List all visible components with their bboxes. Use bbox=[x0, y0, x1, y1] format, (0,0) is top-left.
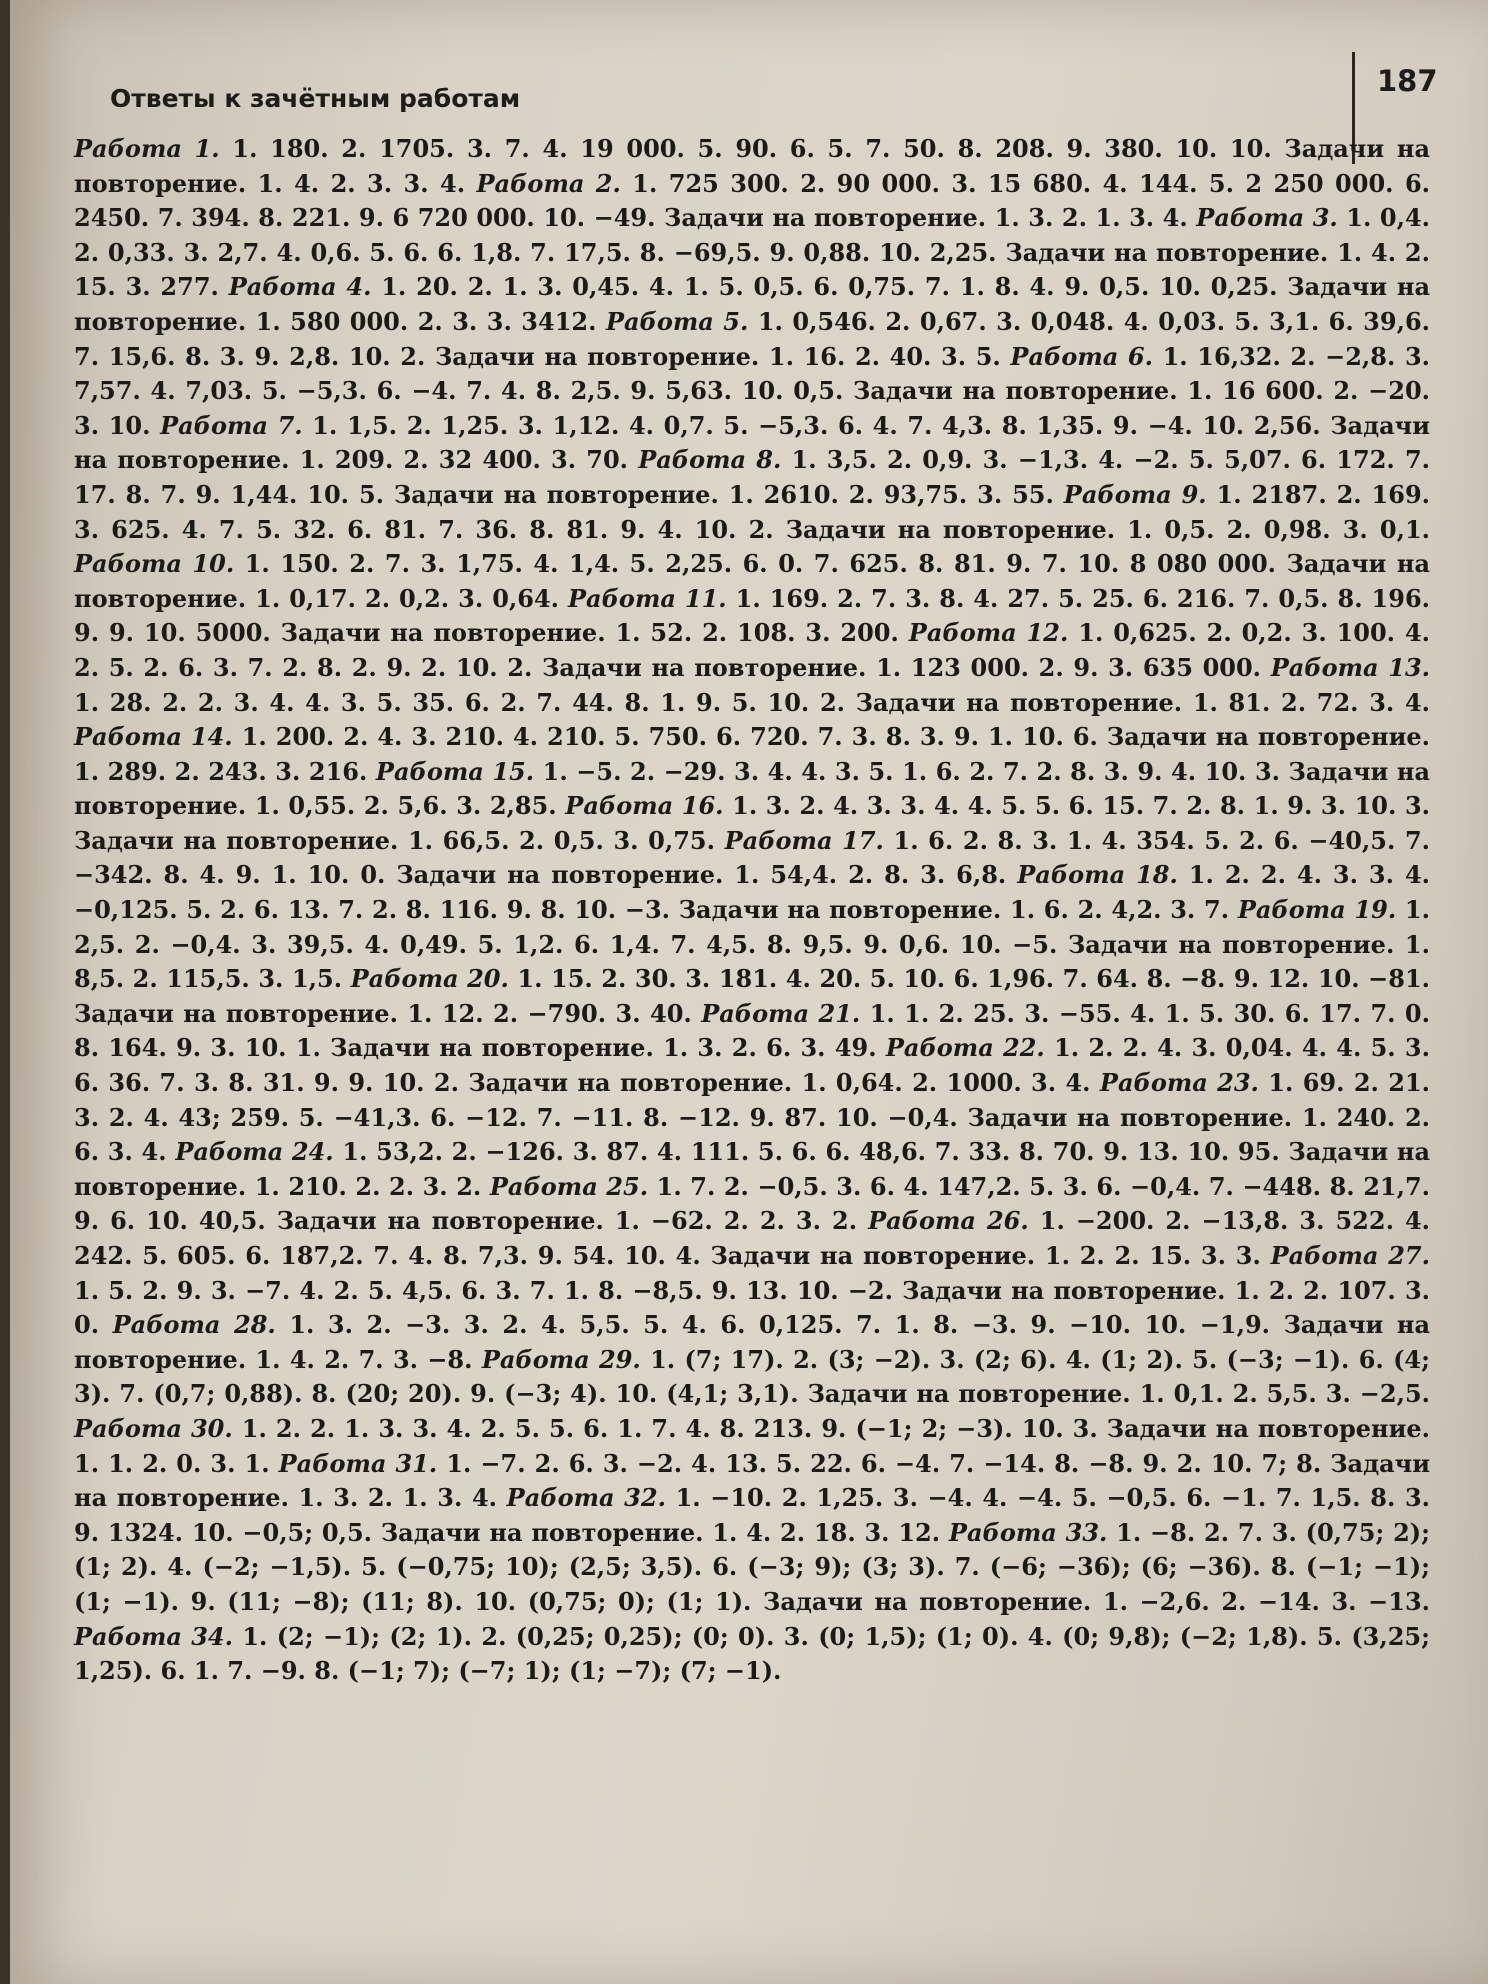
work-label: Работа 21. bbox=[701, 998, 861, 1028]
work-answer-text: 1. −10. 2. 1,25. 3. −4. 4. −4. 5. −0,5. 6. −1. 7. 1,5. 8. 3. 9. 1324. 10. −0,5; 0,5. Задачи на повторение. 1. 4. 2. 18. 3. 12. bbox=[74, 1483, 1430, 1547]
work-answer-text: 1. 6. 2. 8. 3. 1. 4. 354. 5. 2. 6. −40,5. 7. −342. 8. 4. 9. 1. 10. 0. Задачи на повторение. 1. 54,4. 2. 8. 3. 6,8. bbox=[74, 825, 1431, 890]
work-answer-text: 1. 69. 2. 21. 3. 2. 4. 43; 259. 5. −41,3. 6. −12. 7. −11. 8. −12. 9. 87. 10. −0,4. Задачи на повторение. 1. 240. 2. 6. 3. 4. bbox=[74, 1068, 1430, 1167]
work-answer-text: 1. 20. 2. 1. 3. 0,45. 4. 1. 5. 0,5. 6. 0,75. 7. 1. 8. 4. 9. 0,5. 10. 0,25. Задачи на повторение. 1. 580 000. 2. 3. 3. 3412. bbox=[74, 272, 1431, 336]
work-label: Работа 34. bbox=[74, 1621, 233, 1651]
work-answer-text: 1. 150. 2. 7. 3. 1,75. 4. 1,4. 5. 2,25. 6. 0. 7. 625. 8. 81. 9. 7. 10. 8 080 000. Задачи на повторение. 1. 0,17. 2. 0,2. 3. 0,64. bbox=[74, 549, 1431, 613]
work-label: Работа 3. bbox=[1196, 203, 1338, 233]
work-answer-text: 1. 5. 2. 9. 3. −7. 4. 2. 5. 4,5. 6. 3. 7. 1. 8. −8,5. 9. 13. 10. −2. Задачи на повторение. 1. 2. 2. 107. 3. 0. bbox=[74, 1275, 1430, 1340]
work-answer-text: 1. −5. 2. −29. 3. 4. 4. 3. 5. 1. 6. 2. 7. 2. 8. 3. 9. 4. 10. 3. Задачи на повторение. 1. 0,55. 2. 5,6. 3. 2,85. bbox=[74, 756, 1431, 821]
work-answer-text: 1. 53,2. 2. −126. 3. 87. 4. 111. 5. 6. 6. 48,6. 7. 33. 8. 70. 9. 13. 10. 95. Задачи на повторение. 1. 210. 2. 2. 3. 2. bbox=[74, 1137, 1430, 1201]
work-answer-text: 1. 16,32. 2. −2,8. 3. 7,57. 4. 7,03. 5. −5,3. 6. −4. 7. 4. 8. 2,5. 9. 5,63. 10. 0,5. Задачи на повторение. 1. 16 600. 2. −20. 3. 10. bbox=[74, 341, 1431, 440]
work-label: Работа 12. bbox=[908, 618, 1069, 648]
work-label: Работа 15. bbox=[375, 756, 535, 786]
work-answer-text: 1. 1. 2. 25. 3. −55. 4. 1. 5. 30. 6. 17. 7. 0. 8. 164. 9. 3. 10. 1. Задачи на повторение. 1. 3. 2. 6. 3. 49. bbox=[74, 998, 1430, 1063]
work-answer-text: 1. 725 300. 2. 90 000. 3. 15 680. 4. 144. 5. 2 250 000. 6. 2450. 7. 394. 8. 221. 9. 6 720 000. 10. −49. Задачи на повторение. 1. 3. 2. 1. 3. 4. bbox=[74, 168, 1430, 233]
work-answer-text: 1. 2,5. 2. −0,4. 3. 39,5. 4. 0,49. 5. 1,2. 6. 1,4. 7. 4,5. 8. 9,5. 9. 0,6. 10. −5. Задачи на повторение. 1. 8,5. 2. 115,5. 3. 1,5. bbox=[74, 895, 1430, 994]
work-label: Работа 14. bbox=[74, 722, 233, 752]
work-answer-text: 1. −7. 2. 6. 3. −2. 4. 13. 5. 22. 6. −4. 7. −14. 8. −8. 9. 2. 10. 7; 8. Задачи на повторение. 1. 3. 2. 1. 3. 4. bbox=[74, 1448, 1430, 1513]
work-label: Работа 9. bbox=[1063, 479, 1207, 509]
work-label: Работа 11. bbox=[568, 583, 727, 613]
work-label: Работа 1. bbox=[74, 134, 220, 163]
work-answer-text: 1. 2. 2. 4. 3. 3. 4. −0,125. 5. 2. 6. 13. 7. 2. 8. 116. 9. 8. 10. −3. Задачи на повторение. 1. 6. 2. 4,2. 3. 7. bbox=[74, 860, 1431, 925]
work-answer-text: 1. 0,546. 2. 0,67. 3. 0,048. 4. 0,03. 5. 3,1. 6. 39,6. 7. 15,6. 8. 3. 9. 2,8. 10. 2. Задачи на повторение. 1. 16. 2. 40. 3. 5. bbox=[74, 306, 1430, 371]
work-answer-text: 1. −200. 2. −13,8. 3. 522. 4. 242. 5. 605. 6. 187,2. 7. 4. 8. 7,3. 9. 54. 10. 4. Задачи на повторение. 1. 2. 2. 15. 3. 3. bbox=[74, 1206, 1430, 1270]
work-label: Работа 13. bbox=[1270, 652, 1431, 682]
work-answer-text: 1. 2. 2. 4. 3. 0,04. 4. 4. 5. 3. 6. 36. 7. 3. 8. 31. 9. 9. 10. 2. Задачи на повторение. 1. 0,64. 2. 1000. 3. 4. bbox=[74, 1033, 1430, 1098]
work-answer-text: 1. 3. 2. −3. 3. 2. 4. 5,5. 5. 4. 6. 0,125. 7. 1. 8. −3. 9. −10. 10. −1,9. Задачи на повторение. 1. 4. 2. 7. 3. −8. bbox=[74, 1310, 1430, 1374]
answers-text bbox=[74, 132, 1430, 1689]
work-label: Работа 31. bbox=[278, 1448, 438, 1478]
work-label: Работа 5. bbox=[605, 306, 749, 336]
work-answer-text: 1. 0,4. 2. 0,33. 3. 2,7. 4. 0,6. 5. 6. 6. 1,8. 7. 17,5. 8. −69,5. 9. 0,88. 10. 2,25. Задачи на повторение. 1. 4. 2. 15. 3. 277. bbox=[74, 203, 1431, 302]
work-label: Работа 23. bbox=[1099, 1068, 1259, 1098]
page-number: 187 bbox=[1377, 64, 1438, 98]
work-answer-text: 1. 15. 2. 30. 3. 181. 4. 20. 5. 10. 6. 1,96. 7. 64. 8. −8. 9. 12. 10. −81. Задачи на повторение. 1. 12. 2. −790. 3. 40. bbox=[74, 964, 1430, 1028]
work-label: Работа 20. bbox=[350, 964, 509, 994]
work-label: Работа 18. bbox=[1017, 860, 1178, 890]
work-answer-text: 1. 3. 2. 4. 3. 3. 4. 4. 5. 5. 6. 15. 7. 2. 8. 1. 9. 3. 10. 3. Задачи на повторение. 1. 66,5. 2. 0,5. 3. 0,75. bbox=[74, 791, 1430, 855]
page-title: Ответы к зачётным работам bbox=[110, 84, 521, 113]
work-answers-34 bbox=[74, 1622, 1430, 1686]
work-label: Работа 16. bbox=[565, 791, 724, 821]
work-label: Работа 7. bbox=[160, 410, 303, 440]
work-answer-text: 1. 3,5. 2. 0,9. 3. −1,3. 4. −2. 5. 5,07. 6. 172. 7. 17. 8. 7. 9. 1,44. 10. 5. Задачи на повторение. 1. 2610. 2. 93,75. 3. 55. bbox=[74, 445, 1430, 509]
work-answer-text: 1. 2187. 2. 169. 3. 625. 4. 7. 5. 32. 6. 81. 7. 36. 8. 81. 9. 4. 10. 2. Задачи на повторение. 1. 0,5. 2. 0,98. 3. 0,1. bbox=[74, 479, 1431, 544]
work-label: Работа 25. bbox=[489, 1171, 649, 1201]
work-label: Работа 2. bbox=[476, 168, 621, 198]
book-page bbox=[10, 0, 1488, 1984]
work-label: Работа 26. bbox=[868, 1206, 1029, 1236]
work-label: Работа 17. bbox=[724, 825, 884, 855]
work-label: Работа 6. bbox=[1010, 341, 1153, 371]
work-label: Работа 27. bbox=[1270, 1241, 1430, 1270]
work-label: Работа 32. bbox=[506, 1483, 666, 1513]
work-label: Работа 19. bbox=[1237, 895, 1397, 925]
work-answer-text: 1. 28. 2. 2. 3. 4. 4. 3. 5. 35. 6. 2. 7. 44. 8. 1. 9. 5. 10. 2. Задачи на повторение. 1. 81. 2. 72. 3. 4. bbox=[74, 687, 1430, 717]
work-label: Работа 4. bbox=[228, 272, 372, 302]
work-answer-text: 1. 2. 2. 1. 3. 3. 4. 2. 5. 5. 6. 1. 7. 4. 8. 213. 9. (−1; 2; −3). 10. 3. Задачи на повторение. 1. 1. 2. 0. 3. 1. bbox=[74, 1413, 1430, 1478]
work-answer-text: 1. 200. 2. 4. 3. 210. 4. 210. 5. 750. 6. 720. 7. 3. 8. 3. 9. 1. 10. 6. Задачи на повторение. 1. 289. 2. 243. 3. 216. bbox=[74, 722, 1430, 786]
work-answer-text: 1. −8. 2. 7. 3. (0,75; 2); (1; 2). 4. (−2; −1,5). 5. (−0,75; 10); (2,5; 3,5). 6. (−3; 9); (3; 3). 7. (−6; −36); (6; −36). 8. (−1; −1); (1; −1). 9. (11; −8); (11; 8). 10. (0,75; 0); (1; 1). Задачи на повторение. 1. −2,6. 2. −14. 3. −13. bbox=[74, 1517, 1431, 1616]
work-label: Работа 24. bbox=[175, 1137, 334, 1167]
work-answer-text: 1. 180. 2. 1705. 3. 7. 4. 19 000. 5. 90. 6. 5. 7. 50. 8. 208. 9. 380. 10. 10. Задачи на повторение. 1. 4. 2. 3. 3. 4. bbox=[74, 134, 1430, 198]
work-label: Работа 10. bbox=[74, 549, 235, 579]
work-label: Работа 33. bbox=[948, 1517, 1108, 1547]
work-answer-text: 1. 0,625. 2. 0,2. 3. 100. 4. 2. 5. 2. 6. 3. 7. 2. 8. 2. 9. 2. 10. 2. Задачи на повторение. 1. 123 000. 2. 9. 3. 635 000. bbox=[74, 618, 1431, 682]
work-answer-text: 1. (2; −1); (2; 1). 2. (0,25; 0,25); (0; 0). 3. (0; 1,5); (1; 0). 4. (0; 9,8); (−2; 1,8). 5. (3,25; 1,25). 6. 1. 7. −9. 8. (−1; 7); (−7; 1); (1; −7); (7; −1). bbox=[74, 1621, 1430, 1686]
work-label: Работа 22. bbox=[885, 1033, 1045, 1063]
work-label: Работа 30. bbox=[74, 1413, 233, 1443]
work-answer-text: 1. (7; 17). 2. (3; −2). 3. (2; 6). 4. (1; 2). 5. (−3; −1). 6. (4; 3). 7. (0,7; 0,88). 8. (20; 20). 9. (−3; 4). 10. (4,1; 3,1). Задачи на повторение. 1. 0,1. 2. 5,5. 3. −2,5. bbox=[74, 1344, 1430, 1409]
work-answer-text: 1. 169. 2. 7. 3. 8. 4. 27. 5. 25. 6. 216. 7. 0,5. 8. 196. 9. 9. 10. 5000. Задачи на повторение. 1. 52. 2. 108. 3. 200. bbox=[74, 583, 1430, 648]
work-answer-text: 1. 1,5. 2. 1,25. 3. 1,12. 4. 0,7. 5. −5,3. 6. 4. 7. 4,3. 8. 1,35. 9. −4. 10. 2,56. Задачи на повторение. 1. 209. 2. 32 400. 3. 70. bbox=[74, 410, 1430, 475]
work-answer-text: 1. 7. 2. −0,5. 3. 6. 4. 147,2. 5. 3. 6. −0,4. 7. −448. 8. 21,7. 9. 6. 10. 40,5. Задачи на повторение. 1. −62. 2. 2. 3. 2. bbox=[74, 1171, 1431, 1236]
work-label: Работа 8. bbox=[638, 445, 782, 475]
work-label: Работа 28. bbox=[112, 1310, 276, 1340]
work-label: Работа 29. bbox=[481, 1344, 641, 1374]
